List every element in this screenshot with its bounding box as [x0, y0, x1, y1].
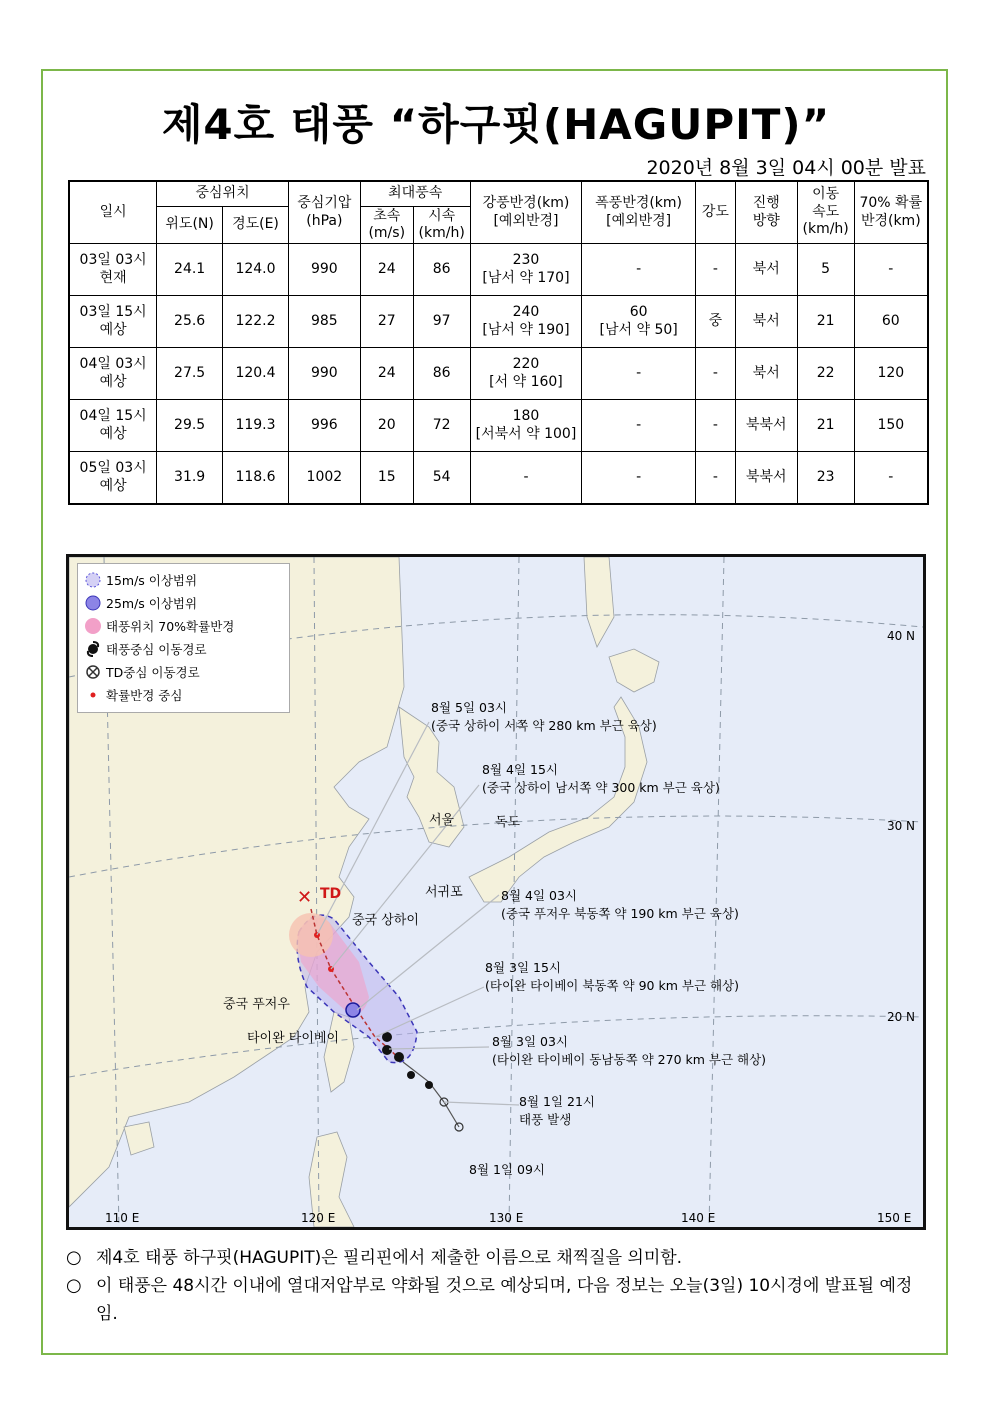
cell-ms: 24: [360, 348, 413, 400]
cell-intensity: -: [695, 452, 735, 505]
cell-prob: 60: [854, 296, 928, 348]
table-row: [69, 348, 928, 400]
col-ms: 초속 (m/s): [360, 207, 413, 244]
issued-time: 2020년 8월 3일 04시 00분 발표: [646, 157, 926, 179]
cell-ms: 27: [360, 296, 413, 348]
col-lat: 위도(N): [157, 207, 223, 244]
cell-strong: -: [470, 452, 582, 505]
cell-ms: 24: [360, 244, 413, 296]
annotation-0803-03: 8월 3일 03시 (타이완 타이베이 동남동쪽 약 270 km 부근 해상): [492, 1034, 767, 1067]
cell-pressure: 990: [288, 348, 360, 400]
land-hokkaido: [609, 649, 659, 692]
annotation-0801-21: 8월 1일 21시 태풍 발생: [519, 1094, 595, 1127]
cell-intensity: -: [695, 400, 735, 452]
legend-label: TD중심 이동경로: [106, 664, 200, 680]
cell-strong: 230 [남서 약 170]: [470, 244, 582, 296]
col-time: 일시: [69, 181, 157, 244]
red-dot-icon: [84, 686, 106, 704]
lon-label-150: 150 E: [877, 1211, 912, 1225]
cell-lon: 118.6: [223, 452, 289, 505]
lat-label-30: 30 N: [886, 819, 915, 833]
notes: [66, 1244, 932, 1328]
cell-ms: 15: [360, 452, 413, 505]
cell-speed: 22: [797, 348, 854, 400]
cell-storm: -: [582, 244, 696, 296]
table-row: [69, 400, 928, 452]
cell-pressure: 996: [288, 400, 360, 452]
lon-label-140: 140 E: [681, 1211, 716, 1225]
cell-direction: 북북서: [735, 400, 797, 452]
lon-label-120: 120 E: [301, 1211, 336, 1225]
cell-pressure: 990: [288, 244, 360, 296]
typhoon-info-table: [68, 180, 929, 505]
col-center: 중심위치: [157, 181, 289, 207]
cell-direction: 북북서: [735, 452, 797, 505]
cell-lat: 29.5: [157, 400, 223, 452]
cell-prob: -: [854, 452, 928, 505]
td-label: TD: [320, 886, 342, 902]
cell-lon: 122.2: [223, 296, 289, 348]
col-pressure: 중심기압 (hPa): [288, 181, 360, 244]
cell-lat: 24.1: [157, 244, 223, 296]
cell-lat: 27.5: [157, 348, 223, 400]
legend-label: 25m/s 이상범위: [106, 595, 198, 611]
annotation-0805: 8월 5일 03시 (중국 상하이 서쪽 약 280 km 부근 육상): [431, 700, 657, 733]
cell-lon: 119.3: [223, 400, 289, 452]
cell-prob: -: [854, 244, 928, 296]
table-header-row: [69, 181, 928, 207]
typhoon-track-map: [66, 554, 926, 1230]
place-dokdo: 독도: [495, 815, 521, 830]
cell-time: 04일 15시 예상: [69, 400, 157, 452]
col-prob: 70% 확률 반경(km): [854, 181, 928, 244]
place-shanghai: 중국 상하이: [352, 913, 419, 928]
col-lon: 경도(E): [223, 207, 289, 244]
lat-label-20: 20 N: [886, 1010, 915, 1024]
note-item: [66, 1244, 932, 1272]
cell-kmh: 54: [413, 452, 470, 505]
cell-intensity: -: [695, 348, 735, 400]
place-seogwipo: 서귀포: [425, 885, 463, 900]
cell-ms: 20: [360, 400, 413, 452]
legend-label: 15m/s 이상범위: [106, 572, 198, 588]
cell-speed: 23: [797, 452, 854, 505]
annotation-0801-09: 8월 1일 09시: [469, 1162, 545, 1177]
place-taipei: 타이완 타이베이: [247, 1031, 340, 1046]
legend-item: [84, 568, 283, 591]
map-legend: [77, 563, 290, 713]
bullet-circle-icon: ○: [66, 1275, 82, 1296]
td-circle-icon: [84, 663, 106, 681]
col-direction: 진행 방향: [735, 181, 797, 244]
cell-speed: 21: [797, 296, 854, 348]
cell-lon: 120.4: [223, 348, 289, 400]
legend-label: 확률반경 중심: [106, 687, 183, 703]
land-hainan: [124, 1122, 154, 1155]
td-marker: ✕: [297, 887, 313, 908]
cell-pressure: 985: [288, 296, 360, 348]
cell-storm: -: [582, 348, 696, 400]
pink-circle-icon: [84, 617, 106, 635]
cell-prob: 120: [854, 348, 928, 400]
note-text: 이 태풍은 48시간 이내에 열대저압부로 약화될 것으로 예상되며, 다음 정보는 오늘(3일) 10시경에 발표될 예정임.: [96, 1276, 913, 1324]
bullet-circle-icon: ○: [66, 1247, 82, 1268]
cell-kmh: 86: [413, 348, 470, 400]
cell-kmh: 86: [413, 244, 470, 296]
table-row: [69, 452, 928, 505]
legend-label: 태풍중심 이동경로: [106, 641, 207, 657]
dotted-circle-icon: [84, 571, 106, 589]
legend-item: [84, 683, 283, 706]
legend-item: [84, 660, 283, 683]
cell-kmh: 72: [413, 400, 470, 452]
col-speed: 이동 속도 (km/h): [797, 181, 854, 244]
annotation-0804-03: 8월 4일 03시 (중국 푸저우 북동쪽 약 190 km 부근 육상): [501, 888, 739, 921]
table-row: [69, 296, 928, 348]
cell-storm: -: [582, 452, 696, 505]
cell-strong: 240 [남서 약 190]: [470, 296, 582, 348]
cell-direction: 북서: [735, 296, 797, 348]
legend-item: [84, 637, 283, 660]
cell-direction: 북서: [735, 348, 797, 400]
legend-item: [84, 591, 283, 614]
cell-time: 04일 03시 예상: [69, 348, 157, 400]
note-text: 제4호 태풍 하구핏(HAGUPIT)은 필리핀에서 제출한 이름으로 채찍질을 의미함.: [96, 1248, 683, 1268]
cell-storm: -: [582, 400, 696, 452]
col-intensity: 강도: [695, 181, 735, 244]
annotation-0804-15: 8월 4일 15시 (중국 상하이 남서쪽 약 300 km 부근 육상): [482, 762, 720, 795]
cell-lat: 31.9: [157, 452, 223, 505]
note-item: [66, 1272, 932, 1328]
lat-label-40: 40 N: [886, 629, 915, 643]
cell-strong: 220 [서 약 160]: [470, 348, 582, 400]
cell-speed: 5: [797, 244, 854, 296]
cell-prob: 150: [854, 400, 928, 452]
land-sakhalin: [584, 557, 614, 647]
col-kmh: 시속 (km/h): [413, 207, 470, 244]
cell-direction: 북서: [735, 244, 797, 296]
col-max-wind: 최대풍속: [360, 181, 470, 207]
lon-label-110: 110 E: [105, 1211, 140, 1225]
prob-circle-td: [289, 913, 333, 957]
filled-circle-icon: [84, 594, 106, 612]
cell-storm: 60 [남서 약 50]: [582, 296, 696, 348]
cell-time: 05일 03시 예상: [69, 452, 157, 505]
cell-lat: 25.6: [157, 296, 223, 348]
cell-strong: 180 [서북서 약 100]: [470, 400, 582, 452]
cell-time: 03일 03시 현재: [69, 244, 157, 296]
cell-speed: 21: [797, 400, 854, 452]
cell-kmh: 97: [413, 296, 470, 348]
cell-lon: 124.0: [223, 244, 289, 296]
cell-intensity: -: [695, 244, 735, 296]
cell-time: 03일 15시 예상: [69, 296, 157, 348]
lon-label-130: 130 E: [489, 1211, 524, 1225]
legend-item: [84, 614, 283, 637]
table-row: [69, 244, 928, 296]
annotation-0803-15: 8월 3일 15시 (타이완 타이베이 북동쪽 약 90 km 부근 해상): [485, 960, 740, 993]
col-strong-radius: 강풍반경(km) [예외반경]: [470, 181, 582, 244]
place-seoul: 서울: [429, 813, 455, 828]
cell-pressure: 1002: [288, 452, 360, 505]
land-taiwan: [324, 1012, 354, 1092]
typhoon-icon: [84, 640, 106, 658]
place-fuzhou: 중국 푸저우: [223, 997, 290, 1012]
legend-label: 태풍위치 70%확률반경: [106, 618, 235, 634]
page-title: 제4호 태풍 “하구핏(HAGUPIT)”: [161, 100, 831, 149]
cell-intensity: 중: [695, 296, 735, 348]
col-storm-radius: 폭풍반경(km) [예외반경]: [582, 181, 696, 244]
